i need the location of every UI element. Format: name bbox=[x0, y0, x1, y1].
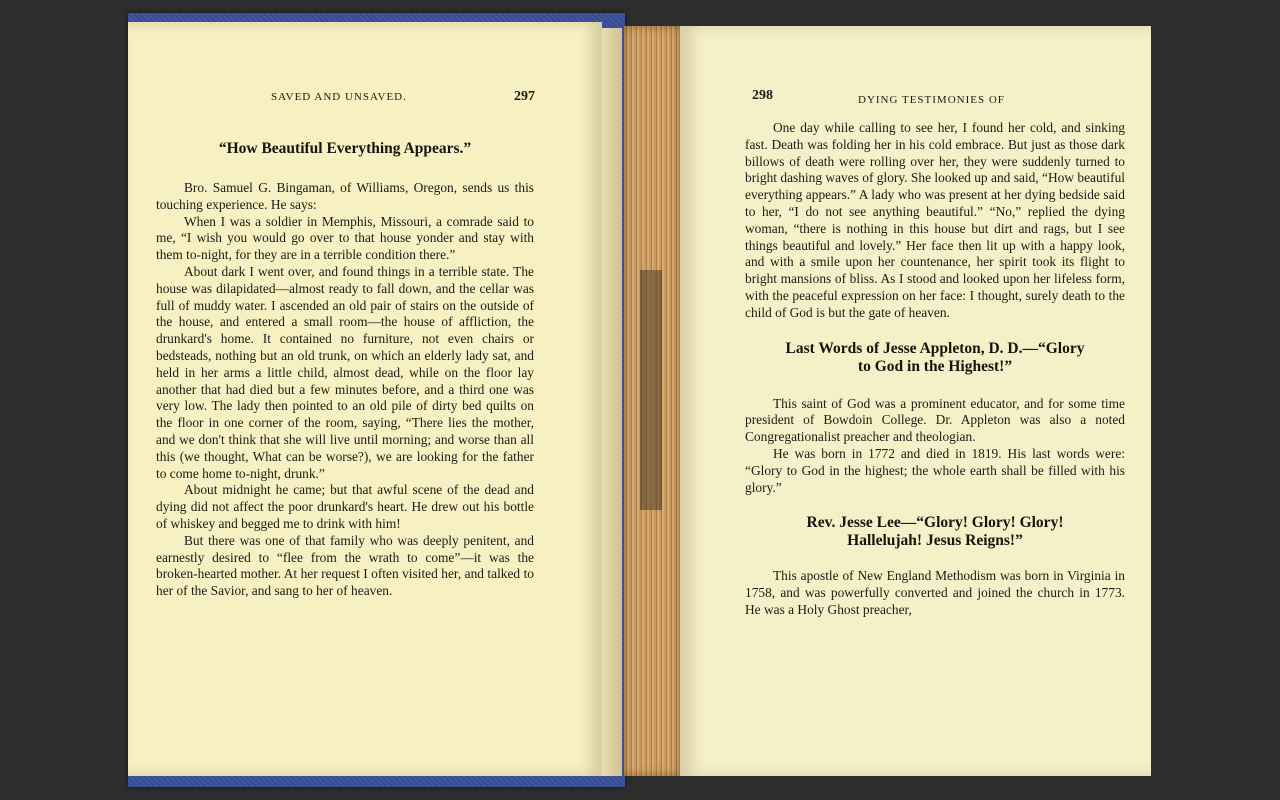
left-page-body bbox=[156, 180, 534, 600]
appleton-section-body bbox=[745, 396, 1125, 497]
paragraph: But there was one of that family who was deeply penitent, and earnestly desired to “flee from the wrath to come”—it was the broken-hearted mother. At her request I often visited her, and talked to her of the Savior, and sang to her of heaven. bbox=[156, 532, 534, 599]
paragraph: One day while calling to see her, I found her cold, and sinking fast. Death was folding her in his cold embrace. But just as those dark billows of death were rolling over her, they were suddenly turned to bright dashing waves of glory. She looked up and said, “How beautiful everything appears.” A lady who was present at her dying bedside said to her, “I do not see anything beautiful.” “No,” replied the dying woman, “there is nothing in this house but dirt and rags, but I see things beautiful and lovely.” Her face then lit up with a happy look, and with a smile upon her countenance, her spirit took its flight to bright mansions of bliss. As I stood and looked upon her lifeless form, with the peaceful expression on her face: I thought, surely death to the child of God is but the gate of heaven. bbox=[745, 120, 1125, 320]
page-gutter bbox=[602, 28, 622, 776]
lee-section-body bbox=[745, 568, 1125, 618]
section-heading-lee bbox=[745, 514, 1125, 550]
paragraph: This apostle of New England Methodism was born in Virginia in 1758, and was powerfully converted and joined the church in 1773. He was a Holy Ghost preacher, bbox=[745, 568, 1125, 617]
left-running-head: SAVED AND UNSAVED. bbox=[271, 91, 407, 103]
right-intro-body bbox=[745, 120, 1125, 322]
heading-line: Rev. Jesse Lee—“Glory! Glory! Glory! bbox=[806, 514, 1064, 532]
section-heading-appleton bbox=[745, 340, 1125, 376]
edge-marking bbox=[640, 270, 662, 510]
left-page-number: 297 bbox=[514, 89, 535, 104]
paragraph: He was born in 1772 and died in 1819. His last words were: “Glory to God in the highest; the whole earth shall be filled with his glory.” bbox=[745, 445, 1125, 495]
paragraph: This saint of God was a prominent educator, and for some time president of Bowdoin College. Dr. Appleton was also a noted Congregationalist preacher and theologian. bbox=[745, 395, 1125, 445]
left-page-heading: “How Beautiful Everything Appears.” bbox=[218, 140, 472, 157]
paragraph: Bro. Samuel G. Bingaman, of Williams, Oregon, sends us this touching experience. He says: bbox=[156, 180, 534, 212]
heading-line: Last Words of Jesse Appleton, D. D.—“Glory bbox=[785, 339, 1085, 357]
right-page-content bbox=[745, 120, 1125, 619]
heading-line: to God in the Highest!” bbox=[857, 357, 1013, 375]
paragraph: About dark I went over, and found things in a terrible state. The house was dilapidated—almost ready to fall down, and the cellar was full of muddy water. I ascended an old pair of stairs on the outside of the house, and entered a small room—the house of affliction, the drunkard's home. It contained no furniture, not even chairs or bedsteads, nothing but an old trunk, on which an elderly lady sat, and held in her arms a little child, almost dead, while on the floor lay another that had died but a few minutes before, and a third one was very low. The lady then pointed to an old pile of dirty bed quilts on the floor in one corner of the room, saying, “There lies the mother, and we don't think that she will live until morning; and worse than all this (we thought, What can be worse?), we are looking for the father to come home to-night, drunk.” bbox=[156, 263, 534, 481]
right-running-head: DYING TESTIMONIES OF bbox=[858, 94, 1005, 106]
right-page-number: 298 bbox=[752, 88, 773, 103]
paragraph: When I was a soldier in Memphis, Missouri, a comrade said to me, “I wish you would go over to that house yonder and stay with them to-night, for they are in a terrible condition there.” bbox=[156, 213, 534, 263]
heading-line: Hallelujah! Jesus Reigns!” bbox=[847, 532, 1023, 550]
left-page-content bbox=[156, 140, 534, 600]
paragraph: About midnight he came; but that awful scene of the dead and dying did not affect the poor drunkard's heart. He drew out his bottle of whiskey and begged me to drink with him! bbox=[156, 482, 534, 531]
